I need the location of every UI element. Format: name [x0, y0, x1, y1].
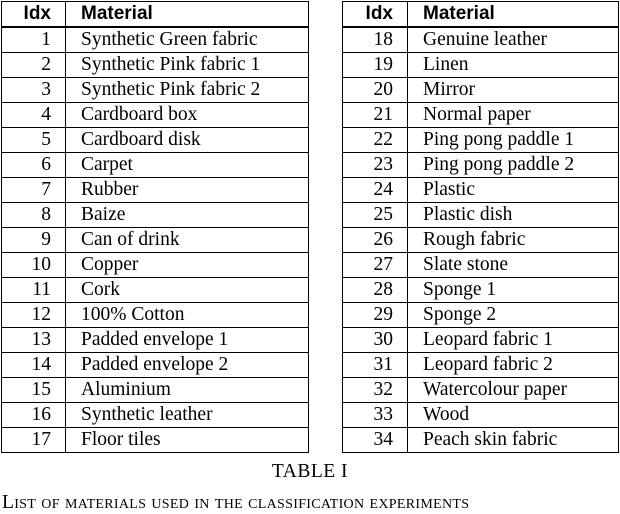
table-body-left: [2, 27, 309, 453]
row-index-cell: 18: [343, 27, 408, 53]
row-index-cell: 4: [2, 103, 66, 128]
table-header-row: [343, 2, 619, 28]
row-index-cell: 7: [2, 178, 66, 203]
materials-table-left: [1, 1, 309, 453]
row-index-cell: 26: [343, 228, 408, 253]
row-index-cell: 23: [343, 153, 408, 178]
material-name-cell: Floor tiles: [66, 428, 309, 453]
table-row: [343, 303, 619, 328]
material-name-cell: Carpet: [66, 153, 309, 178]
material-name-cell: Leopard fabric 2: [408, 353, 619, 378]
column-header-idx: Idx: [343, 2, 408, 28]
material-name-cell: Padded envelope 2: [66, 353, 309, 378]
material-name-cell: Linen: [408, 53, 619, 78]
table-caption-text: List of materials used in the classification experiments: [2, 492, 470, 513]
material-name-cell: Ping pong paddle 1: [408, 128, 619, 153]
material-name-cell: Slate stone: [408, 253, 619, 278]
row-index-cell: 14: [2, 353, 66, 378]
material-name-cell: Leopard fabric 1: [408, 328, 619, 353]
row-index-cell: 9: [2, 228, 66, 253]
table-row: [343, 178, 619, 203]
material-name-cell: Synthetic Pink fabric 2: [66, 78, 309, 103]
row-index-cell: 6: [2, 153, 66, 178]
table-row: [343, 128, 619, 153]
table-row: [343, 403, 619, 428]
table-row: [343, 328, 619, 353]
row-index-cell: 12: [2, 303, 66, 328]
material-name-cell: Plastic: [408, 178, 619, 203]
table-row: [2, 78, 309, 103]
row-index-cell: 11: [2, 278, 66, 303]
row-index-cell: 19: [343, 53, 408, 78]
material-name-cell: Cardboard box: [66, 103, 309, 128]
materials-table-right: [342, 1, 619, 453]
table-row: [343, 103, 619, 128]
table-row: [2, 153, 309, 178]
row-index-cell: 16: [2, 403, 66, 428]
material-name-cell: Ping pong paddle 2: [408, 153, 619, 178]
row-index-cell: 24: [343, 178, 408, 203]
row-index-cell: 8: [2, 203, 66, 228]
row-index-cell: 31: [343, 353, 408, 378]
material-name-cell: Rough fabric: [408, 228, 619, 253]
table-row: [343, 153, 619, 178]
table-row: [343, 428, 619, 453]
table-row: [2, 128, 309, 153]
table-row: [2, 103, 309, 128]
table-body-right: [343, 27, 619, 453]
row-index-cell: 29: [343, 303, 408, 328]
table-row: [343, 353, 619, 378]
material-name-cell: Normal paper: [408, 103, 619, 128]
material-name-cell: Wood: [408, 403, 619, 428]
material-name-cell: Can of drink: [66, 228, 309, 253]
row-index-cell: 28: [343, 278, 408, 303]
material-name-cell: Sponge 2: [408, 303, 619, 328]
table-caption-label: TABLE I: [271, 461, 349, 482]
material-name-cell: Synthetic leather: [66, 403, 309, 428]
material-name-cell: 100% Cotton: [66, 303, 309, 328]
material-name-cell: Mirror: [408, 78, 619, 103]
table-row: [343, 228, 619, 253]
table-row: [343, 378, 619, 403]
table-row: [343, 78, 619, 103]
column-header-idx: Idx: [2, 2, 66, 28]
table-row: [343, 27, 619, 53]
table-row: [2, 378, 309, 403]
table-row: [2, 203, 309, 228]
row-index-cell: 3: [2, 78, 66, 103]
table-row: [2, 178, 309, 203]
row-index-cell: 27: [343, 253, 408, 278]
table-row: [2, 253, 309, 278]
table-header-row: [2, 2, 309, 28]
row-index-cell: 20: [343, 78, 408, 103]
table-row: [2, 303, 309, 328]
row-index-cell: 10: [2, 253, 66, 278]
table-row: [343, 203, 619, 228]
material-name-cell: Synthetic Green fabric: [66, 27, 309, 53]
table-row: [2, 27, 309, 53]
material-name-cell: Copper: [66, 253, 309, 278]
table-row: [2, 428, 309, 453]
row-index-cell: 33: [343, 403, 408, 428]
row-index-cell: 30: [343, 328, 408, 353]
column-header-material: Material: [408, 2, 619, 28]
row-index-cell: 22: [343, 128, 408, 153]
column-header-material: Material: [66, 2, 309, 28]
material-name-cell: Padded envelope 1: [66, 328, 309, 353]
material-name-cell: Baize: [66, 203, 309, 228]
table-row: [2, 328, 309, 353]
row-index-cell: 1: [2, 27, 66, 53]
row-index-cell: 15: [2, 378, 66, 403]
row-index-cell: 13: [2, 328, 66, 353]
material-name-cell: Genuine leather: [408, 27, 619, 53]
material-name-cell: Plastic dish: [408, 203, 619, 228]
table-row: [2, 353, 309, 378]
material-name-cell: Cardboard disk: [66, 128, 309, 153]
material-name-cell: Synthetic Pink fabric 1: [66, 53, 309, 78]
table-row: [343, 278, 619, 303]
row-index-cell: 21: [343, 103, 408, 128]
row-index-cell: 5: [2, 128, 66, 153]
table-row: [2, 53, 309, 78]
table-row: [2, 403, 309, 428]
row-index-cell: 32: [343, 378, 408, 403]
table-row: [343, 53, 619, 78]
row-index-cell: 2: [2, 53, 66, 78]
material-name-cell: Aluminium: [66, 378, 309, 403]
material-name-cell: Peach skin fabric: [408, 428, 619, 453]
row-index-cell: 25: [343, 203, 408, 228]
material-name-cell: Sponge 1: [408, 278, 619, 303]
table-row: [2, 278, 309, 303]
row-index-cell: 34: [343, 428, 408, 453]
material-name-cell: Watercolour paper: [408, 378, 619, 403]
row-index-cell: 17: [2, 428, 66, 453]
material-name-cell: Cork: [66, 278, 309, 303]
table-row: [2, 228, 309, 253]
material-name-cell: Rubber: [66, 178, 309, 203]
table-row: [343, 253, 619, 278]
